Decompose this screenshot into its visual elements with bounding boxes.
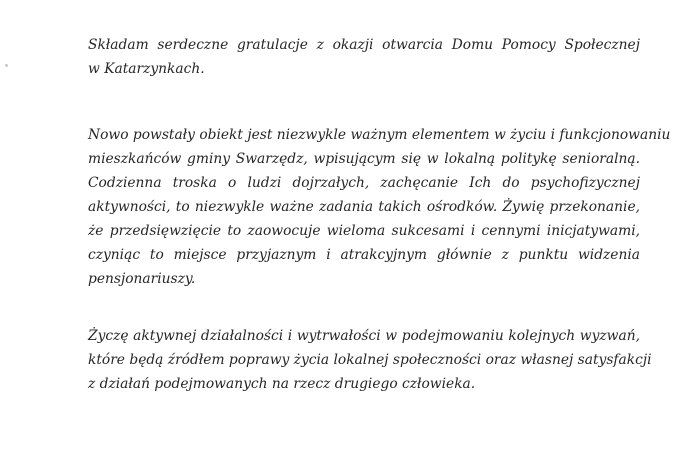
paragraph-congratulations xyxy=(88,33,640,81)
text-line: mieszkańców gminy Swarzędz, wpisującym się w lokalną politykę senioralną. xyxy=(88,151,640,167)
text-line: pensjonariuszy. xyxy=(88,271,196,287)
text-line: w Katarzynkach. xyxy=(88,61,205,77)
paragraph-wishes xyxy=(88,324,652,396)
text-line: aktywności, to niezwykle ważne zadania takich ośrodków. Żywię przekonanie, xyxy=(88,199,640,215)
text-line: że przedsięwzięcie to zaowocuje wieloma sukcesami i cennymi inicjatywami, xyxy=(88,223,640,239)
text-line: Codzienna troska o ludzi dojrzałych, zachęcanie Ich do psychofizycznej xyxy=(88,175,640,191)
letter-body xyxy=(88,33,671,396)
text-line: z działań podejmowanych na rzecz drugiego człowieka. xyxy=(88,376,476,392)
text-line: które będą źródłem poprawy życia lokalnej społeczności oraz własnej satysfakcji xyxy=(88,352,652,368)
text-line: Składam serdeczne gratulacje z okazji otwarcia Domu Pomocy Społecznej xyxy=(88,37,640,53)
text-line: czyniąc to miejsce przyjaznym i atrakcyjnym głównie z punktu widzenia xyxy=(88,247,640,263)
text-line: Nowo powstały obiekt jest niezwykle ważnym elementem w życiu i funkcjonowaniu xyxy=(88,127,671,143)
text-line: Życzę aktywnej działalności i wytrwałości w podejmowaniu kolejnych wyzwań, xyxy=(88,328,640,344)
scan-speck xyxy=(5,64,8,67)
paragraph-facility xyxy=(88,123,671,291)
